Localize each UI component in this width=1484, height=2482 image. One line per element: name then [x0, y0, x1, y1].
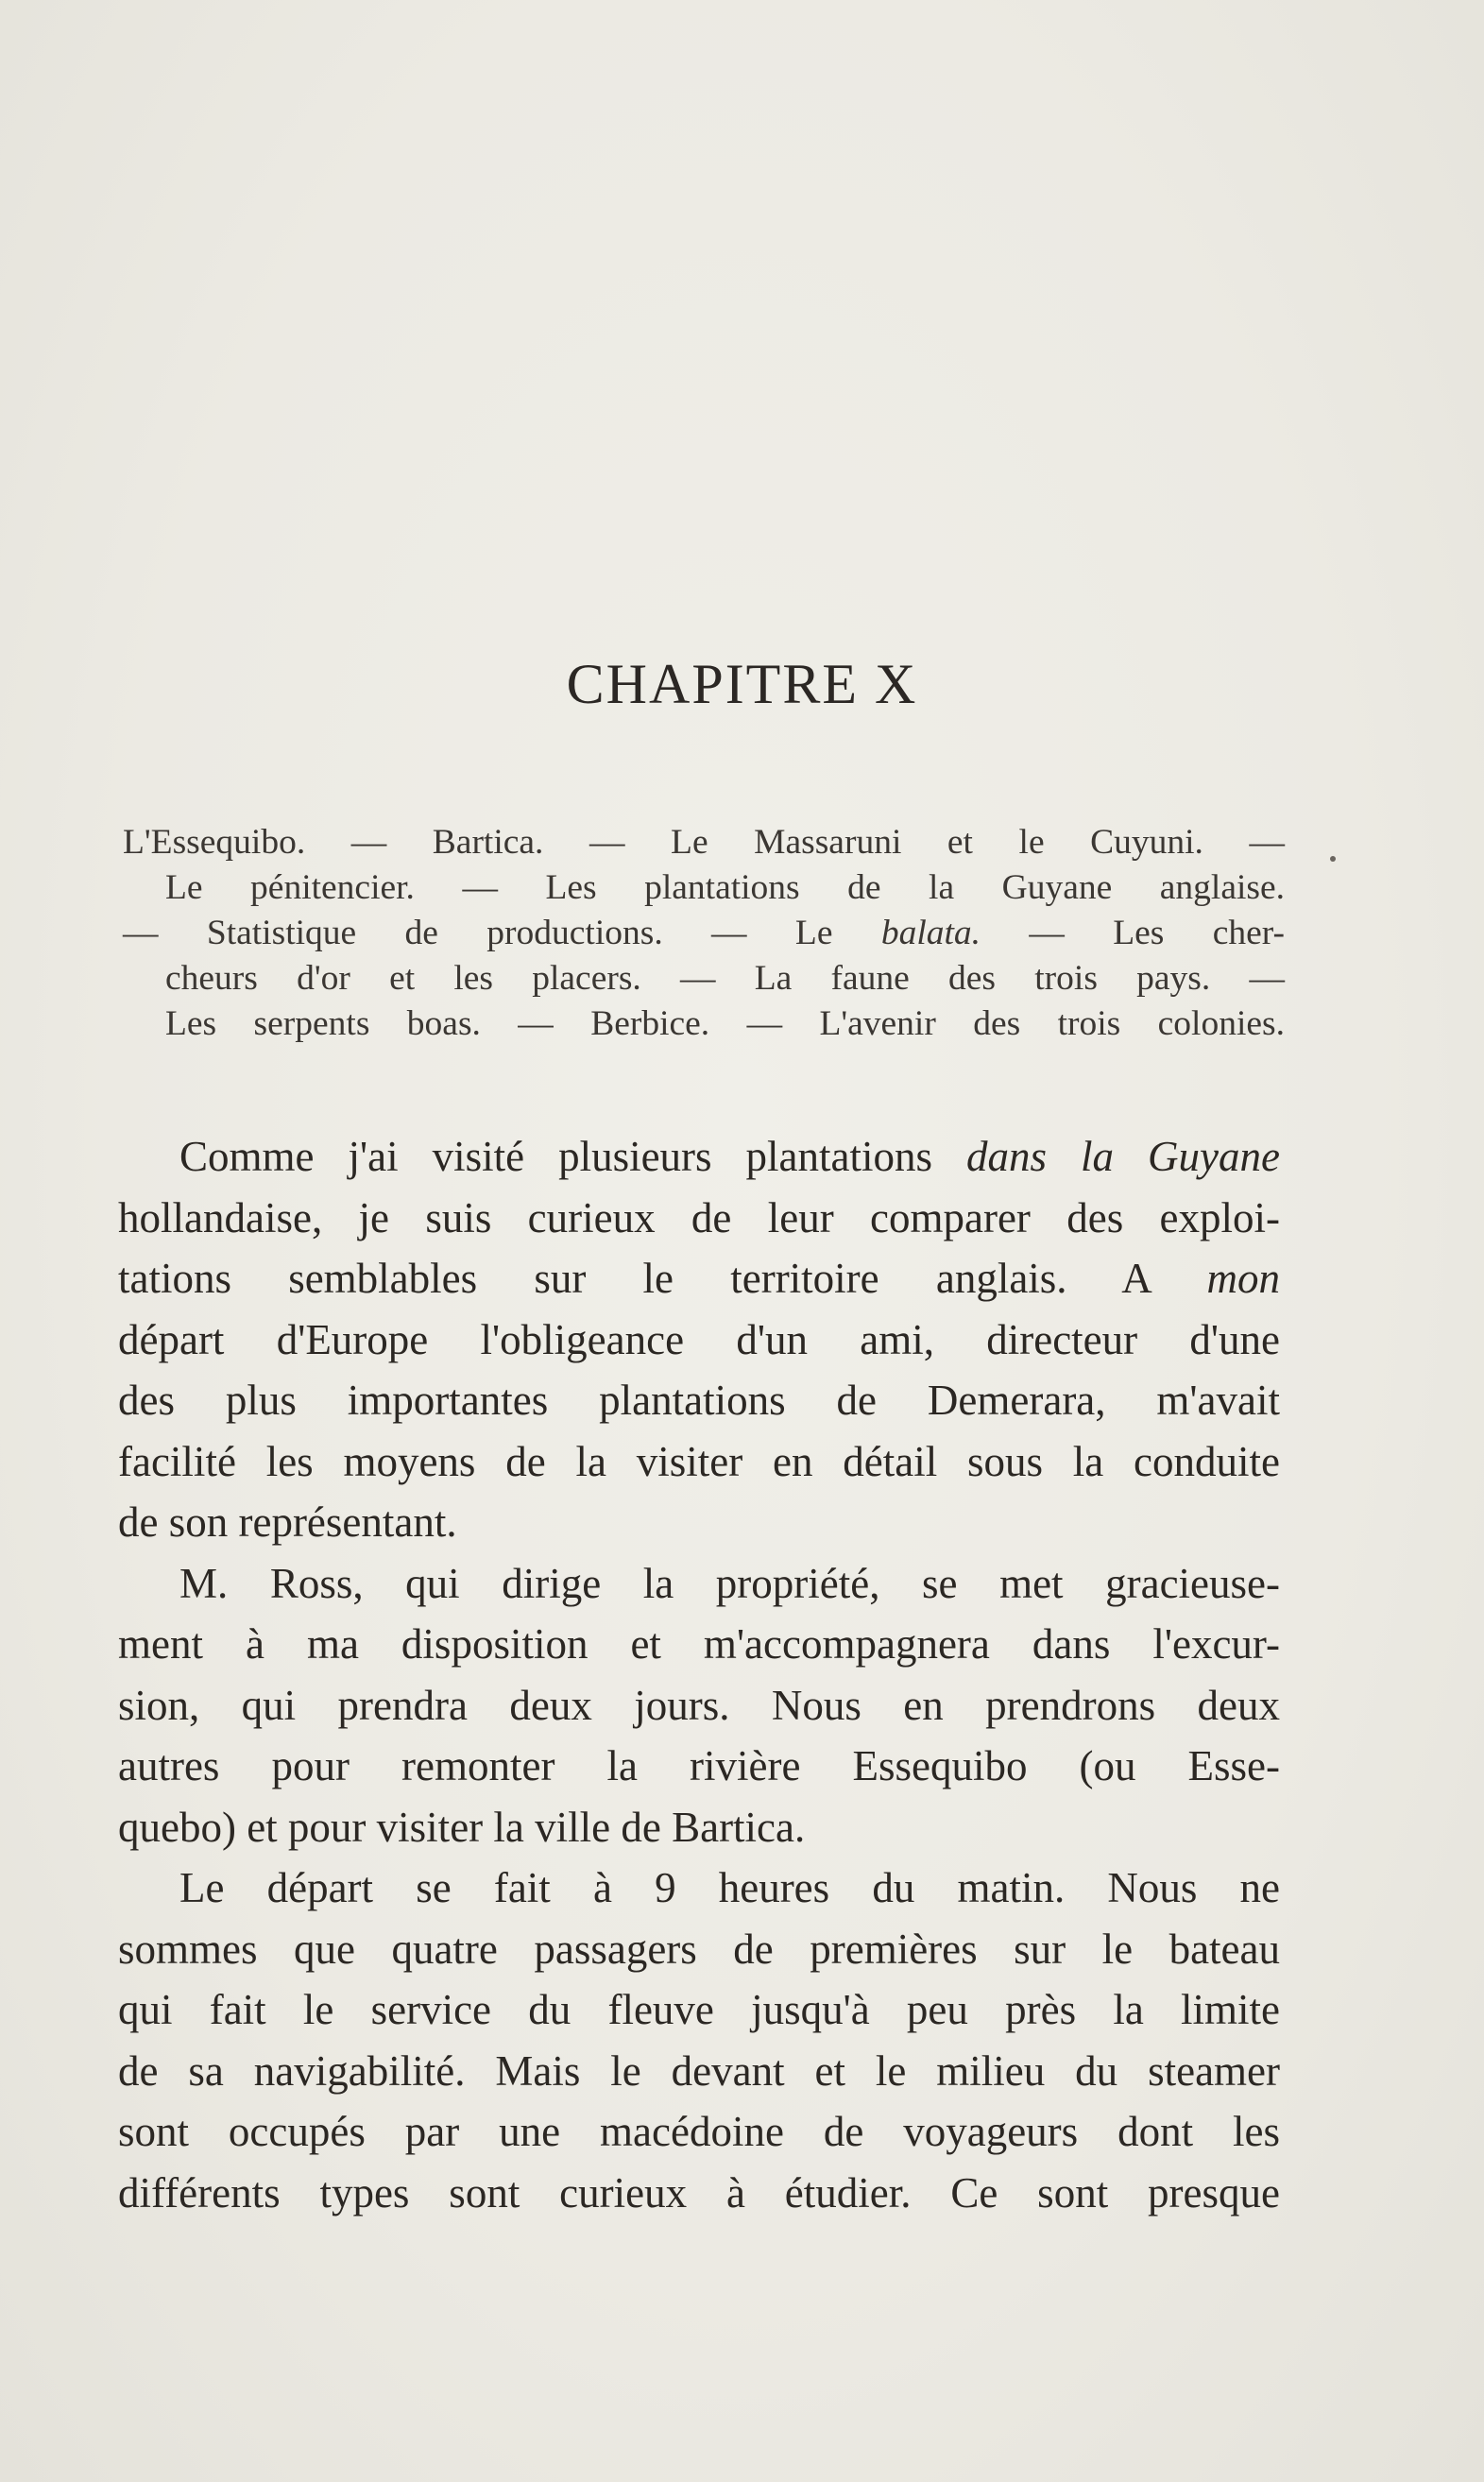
text-line: facilité les moyens de la visiter en détail sous la conduite: [118, 1437, 1280, 1485]
text-line: [118, 1126, 1280, 1188]
chapter-title: CHAPITRE X: [566, 653, 918, 715]
summary-line-text: — Les cher-: [981, 914, 1285, 952]
summary-line: cheurs d'or et les placers. — La faune des trois pays. —: [165, 959, 1285, 998]
summary-line: Le pénitencier. — Les plantations de la Guyane anglaise.: [165, 868, 1285, 907]
paragraph-3: [118, 1857, 1280, 2223]
italic-text: mon: [1206, 1255, 1280, 1302]
italic-text: dans la Guyane: [966, 1133, 1280, 1180]
text-line: hollandaise, je suis curieux de leur comparer des exploi-: [118, 1193, 1280, 1241]
paragraph-1: [118, 1126, 1280, 1553]
text-line: [118, 1248, 1280, 1309]
summary-italic-term: balata.: [880, 914, 981, 952]
chapter-summary: [123, 820, 1285, 1047]
margin-speck: [1330, 856, 1336, 862]
text-line: sion, qui prendra deux jours. Nous en prendrons deux: [118, 1681, 1280, 1729]
line-text: Comme j'ai visité plusieurs plantations: [179, 1133, 967, 1180]
text-line: ment à ma disposition et m'accompagnera dans l'excur-: [118, 1620, 1280, 1668]
text-line: M. Ross, qui dirige la propriété, se met gracieuse-: [179, 1559, 1280, 1607]
text-line: autres pour remonter la rivière Essequibo (ou Esse-: [118, 1742, 1280, 1789]
text-line: Le départ se fait à 9 heures du matin. Nous ne: [179, 1864, 1280, 1911]
paragraph-2: [118, 1553, 1280, 1858]
text-line: quebo) et pour visiter la ville de Bartica.: [118, 1803, 806, 1851]
text-line: départ d'Europe l'obligeance d'un ami, directeur d'une: [118, 1315, 1280, 1363]
text-line: qui fait le service du fleuve jusqu'à peu près la limite: [118, 1986, 1280, 2033]
body-text: [118, 1126, 1280, 2223]
text-line: des plus importantes plantations de Demerara, m'avait: [118, 1377, 1280, 1424]
summary-line: [123, 911, 1285, 956]
text-line: de son représentant.: [118, 1498, 457, 1546]
text-line: sommes que quatre passagers de premières sur le bateau: [118, 1925, 1280, 1973]
summary-line: Les serpents boas. — Berbice. — L'avenir des trois colonies.: [165, 1004, 1285, 1043]
summary-line-text: — Statistique de productions. — Le: [123, 914, 881, 952]
text-line: différents types sont curieux à étudier. Ce sont presque: [118, 2168, 1280, 2217]
text-line: de sa navigabilité. Mais le devant et le milieu du steamer: [118, 2046, 1280, 2095]
summary-line: L'Essequibo. — Bartica. — Le Massaruni et le Cuyuni. —: [123, 823, 1285, 862]
text-line: sont occupés par une macédoine de voyageurs dont les: [118, 2108, 1280, 2155]
line-text: tations semblables sur le territoire anglais. A: [118, 1255, 1207, 1302]
